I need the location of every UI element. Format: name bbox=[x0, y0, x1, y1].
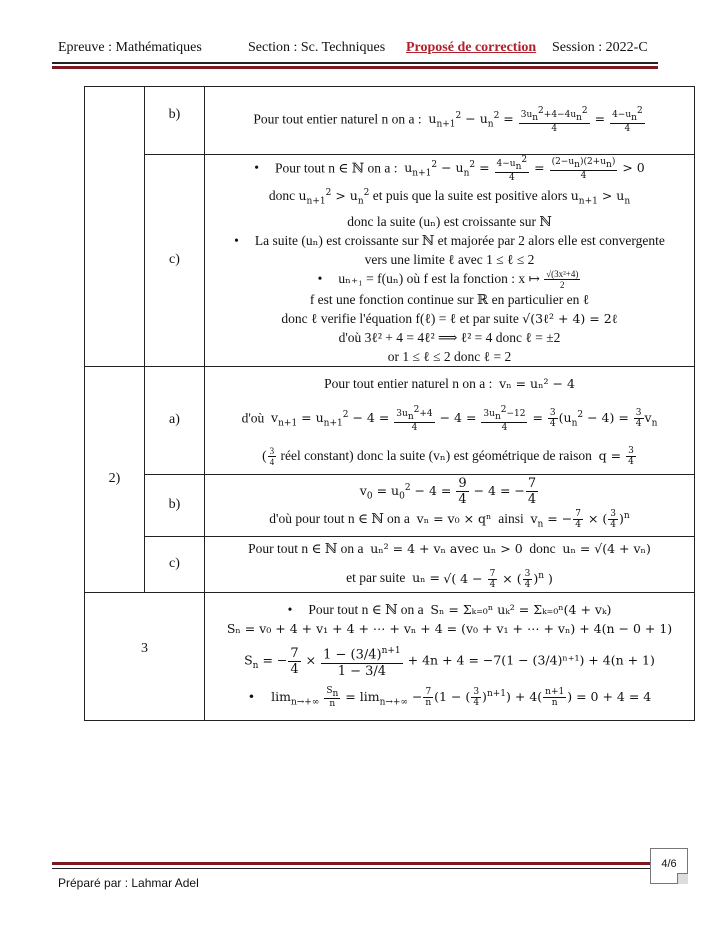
text-2a-l1: Pour tout entier naturel n on a : bbox=[324, 375, 493, 391]
formula-2b-l2: vₙ = v₀ × qⁿ bbox=[416, 511, 492, 527]
answer-2c bbox=[205, 536, 695, 592]
text-2b-ainsi: ainsi bbox=[498, 511, 524, 527]
page-number: 4/6 bbox=[661, 858, 677, 870]
text-1c-l10: or 1 ≤ ℓ ≤ 2 donc ℓ = 2 bbox=[387, 348, 512, 364]
text-2c-l2: et par suite bbox=[346, 570, 406, 586]
text-2c-l1a: Pour tout n ∈ ℕ on a bbox=[248, 541, 364, 557]
formula-3-l3: $S_n$ = − $\frac{7}{4}$ × $\frac{1 - (3/4)^{n+1}}{1 - 3/4}$ + 4n + 4 = −7(1 − (3/4)ⁿ⁺¹) + 4(n + 1) bbox=[244, 646, 655, 679]
formula-2b-l1: $v_0 = u_0^2 - 4$ = $\frac{9}{4}$ − 4 = − $\frac{7}{4}$ bbox=[359, 476, 537, 508]
answer-2b: $v_0 = u_0^2 - 4$ = $\frac{9}{4}$ − 4 = − $\frac{7}{4}$ d'où pour tout n ∈ ℕ on a vₙ = v₀ × qⁿ ainsi $v_n$ = − $\frac{7}{4}$ × ( $\frac{3}{4}$ )$^n$ bbox=[205, 474, 695, 536]
answer-1b bbox=[205, 87, 695, 155]
question-3-number: 3 bbox=[85, 592, 205, 720]
row-3 bbox=[85, 592, 695, 720]
header-proposition: Proposé de correction bbox=[406, 40, 537, 55]
formula-1b: $u_{n+1}^2 - u_n^2$ = $\frac{3u_n^2+4-4u_n^2}{4}$ = $\frac{4-u_n^2}{4}$ bbox=[428, 106, 643, 134]
text-1c-l5: vers une limite ℓ avec 1 ≤ ℓ ≤ 2 bbox=[364, 251, 535, 267]
row-2c bbox=[85, 536, 695, 592]
formula-2c-l2-lhs: uₙ = bbox=[412, 570, 440, 586]
answer-1c: • Pour tout n ∈ ℕ on a : $u_{n+1}^2 - u_n^2$ = $\frac{4-u_n^2}{4}$ = $\frac{(2-u_n)(2+u_n)}{4}$ > 0 donc $u_{n+1}^2 > u_n^2$ et puis que la suite est positive alors $u_{n+1} > u_n$ donc la suite (uₙ) est croissante sur ℕ • La suite (uₙ) est croissante sur ℕ et majorée par 2 alors elle est convergente vers une limite ℓ avec 1 ≤ ℓ ≤ 2 • uₙ₊₁ = f(uₙ) où f est la fonction : x ↦ $\frac{\text{√(3x²+4)}}{2}$ f est une fonction continue sur ℝ en particulier en ℓ donc ℓ verifie l'équation f(ℓ) = ℓ et par suite √(3ℓ² + 4) = 2ℓ d'où 3ℓ² + 4 = 4ℓ² ⟹ ℓ² = 4 donc ℓ = ±2 or 1 ≤ ℓ ≤ 2 donc ℓ = 2 bbox=[205, 155, 695, 367]
text-2b-l2: d'où pour tout n ∈ ℕ on a bbox=[269, 511, 410, 527]
text-1c-l3: donc la suite (uₙ) est croissante sur ℕ bbox=[347, 213, 552, 229]
text-1c-l6: uₙ₊₁ = f(uₙ) où f est la fonction : x ↦ bbox=[338, 270, 540, 286]
question-2-number: 2) bbox=[85, 366, 145, 592]
formula-2a-l2: $v_{n+1} = u_{n+1}^2 - 4$ = $\frac{3u_n^2+4}{4}$ − 4 = $\frac{3u_n^2-12}{4}$ = $\frac{3}{4}$ $(u_n^2 - 4)$ = $\frac{3}{4}$ $v_n$ bbox=[271, 404, 658, 433]
question-1-cell bbox=[85, 87, 145, 367]
formula-2c-l2-rhs: √( 4 − $\frac{7}{4}$ × ( $\frac{3}{4}$ )$^n$ ) bbox=[443, 568, 553, 590]
label-2c: c) bbox=[145, 536, 205, 592]
label-2b: b) bbox=[145, 474, 205, 536]
text-1c-l2a: donc bbox=[268, 188, 296, 204]
formula-3-l4: • $\lim_{n\to+\infty}$ $\frac{S_n}{n}$ = $\lim_{n\to+\infty}$ − $\frac{7}{n}$ (1 − ( $\frac{3}{4}$ )$^{n+1}$) + 4( $\frac{n+1}{n}$ ) = 0 + 4 = 4 bbox=[205, 685, 694, 713]
row-1c bbox=[85, 155, 695, 367]
header-epreuve: Epreuve : Mathématiques bbox=[58, 40, 202, 55]
formula-3-l2: Sₙ = v₀ + 4 + v₁ + 4 + ⋯ + vₙ + 4 = (v₀ + v₁ + ⋯ + vₙ) + 4(n − 0 + 1) bbox=[226, 621, 673, 637]
answer-3 bbox=[205, 592, 695, 720]
text-1c-l9: d'où 3ℓ² + 4 = 4ℓ² ⟹ ℓ² = 4 donc ℓ = ±2 bbox=[338, 329, 561, 345]
header-rule-thin bbox=[52, 62, 658, 64]
header-rule-thick bbox=[52, 66, 658, 69]
text-1c-l8a: donc ℓ verifie l'équation f(ℓ) = ℓ et par suite bbox=[281, 310, 519, 326]
formula-3-l4-result: = 0 + 4 = 4 bbox=[576, 688, 652, 704]
formula-2a-l1: vₙ = uₙ² − 4 bbox=[499, 375, 575, 391]
footer-rule-thick bbox=[52, 862, 658, 865]
label-1c: c) bbox=[145, 155, 205, 367]
text-2a-l2: d'où bbox=[241, 410, 265, 426]
footer-rule-thin bbox=[52, 868, 658, 869]
text-1c-l7: f est une fonction continue sur ℝ en particulier en ℓ bbox=[309, 291, 590, 307]
text-1b: Pour tout entier naturel n on a : bbox=[253, 111, 422, 127]
header-session: Session : 2022-C bbox=[552, 40, 648, 55]
text-2c-donc: donc bbox=[529, 541, 556, 557]
formula-2c-l1d: uₙ = √(4 + vₙ) bbox=[562, 541, 651, 557]
correction-table bbox=[84, 86, 695, 721]
text-1c-l1: Pour tout n ∈ ℕ on a : bbox=[275, 160, 398, 176]
footer-author: Préparé par : Lahmar Adel bbox=[58, 876, 199, 890]
page-fold-icon bbox=[677, 873, 688, 884]
formula-1c-l1: $u_{n+1}^2 - u_n^2$ = $\frac{4-u_n^2}{4}$ = $\frac{(2-u_n)(2+u_n)}{4}$ > 0 bbox=[404, 155, 645, 183]
row-2a bbox=[85, 366, 695, 474]
formula-1c-l8: √(3ℓ² + 4) = 2ℓ bbox=[522, 310, 618, 326]
formula-3-l1: Sₙ = Σₖ₌₀ⁿ uₖ² = Σₖ₌₀ⁿ(4 + vₖ) bbox=[430, 602, 612, 618]
row-2b bbox=[85, 474, 695, 536]
text-3-l1: Pour tout n ∈ ℕ on a bbox=[308, 602, 424, 618]
text-1c-l4: • La suite (uₙ) est croissante sur ℕ et majorée par 2 alors elle est convergente bbox=[205, 231, 694, 250]
formula-3-l3-rest: + 4n + 4 = −7(1 − (3/4)ⁿ⁺¹) + 4(n + 1) bbox=[407, 653, 655, 669]
text-2a-l3: réel constant) donc la suite (vₙ) est géométrique de raison bbox=[280, 447, 592, 463]
formula-2c-l1b: uₙ² = 4 + vₙ avec uₙ > 0 bbox=[370, 541, 523, 557]
label-2a: a) bbox=[145, 366, 205, 474]
answer-2a: Pour tout entier naturel n on a : vₙ = uₙ² − 4 d'où $v_{n+1} = u_{n+1}^2 - 4$ = $\frac{3u_n^2+4}{4}$ − 4 = $\frac{3u_n^2-12}{4}$ = $\frac{3}{4}$ $(u_n^2 - 4)$ = $\frac{3}{4}$ $v_n$ ( $\frac{3}{4}$ réel constant) donc la suite (vₙ) est géométrique de raison q = $\frac{3}{4}$ bbox=[205, 366, 695, 474]
row-1b bbox=[85, 87, 695, 155]
header-section: Section : Sc. Techniques bbox=[248, 40, 386, 55]
page-number-box bbox=[650, 848, 688, 884]
text-1c-l2b: et puis que la suite est positive alors bbox=[372, 188, 568, 204]
label-1b: b) bbox=[145, 87, 205, 155]
